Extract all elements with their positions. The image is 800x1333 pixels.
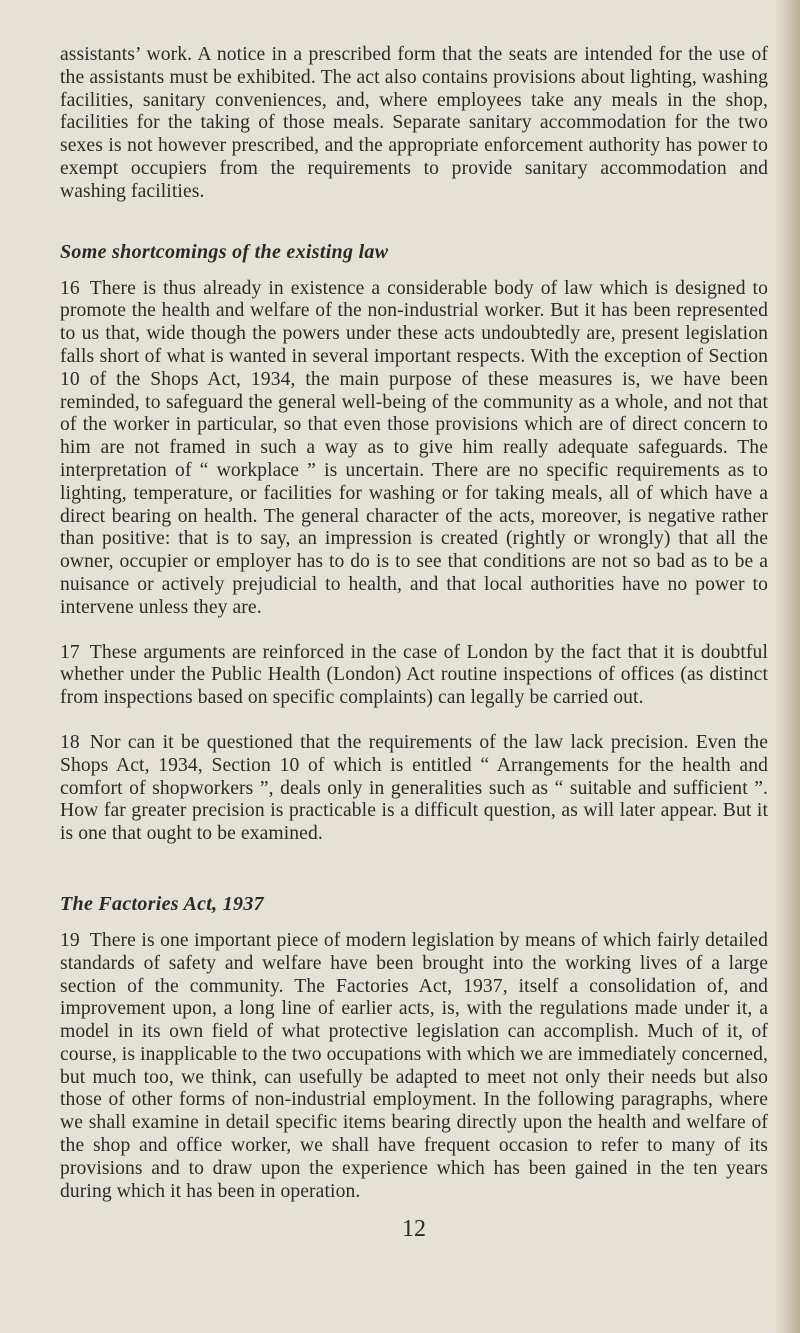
section-heading-factories-act: The Factories Act, 1937 [60,892,264,915]
paragraph-number: 18 [60,731,80,753]
paragraph-number: 17 [60,641,80,663]
paragraph-continuation [60,44,768,204]
page-edge-shadow [774,0,800,1333]
document-page [60,44,768,1243]
paragraph-text: These arguments are reinforced in the case of London by the fact that it is doubtful whether under the Public Health (London) Act routine inspections of offices (as distinct from inspections based on specific complaints) can legally be carried out. [60,641,768,709]
paragraph-18 [60,732,768,846]
page-number: 12 [402,1216,426,1243]
paragraph-text: Nor can it be questioned that the requirements of the law lack precision. Even the Shops Act, 1934, Section 10 of which is entitled “ Arrangements for the health and comfort of shopworkers ”, deals only in generalities such as “ suitable and sufficient ”. How far greater precision is practicable is a difficult question, as will later appear. But it is one that ought to be examined. [60,731,768,845]
paragraph-19 [60,930,768,1204]
paragraph-text: There is thus already in existence a considerable body of law which is designed to promote the health and welfare of the non-industrial worker. But it has been represented to us that, wide though the powers under these acts undoubtedly are, present legislation falls short of what is wanted in several important respects. With the exception of Section 10 of the Shops Act, 1934, the main purpose of these measures is, we have been reminded, to safeguard the general well-being of the community as a whole, and not that of the worker in particular, so that even those provisions which are of direct concern to him are not framed in such a way as to give him really adequate safeguards. The interpretation of “ workplace ” is uncertain. There are no specific requirements as to lighting, temperature, or facilities for washing or for taking meals, all of which have a direct bearing on health. The general character of the acts, moreover, is negative rather than positive: that is to say, an impression is created (rightly or wrongly) that all the owner, occupier or employer has to do is to see that conditions are not so bad as to be a nuisance or actively prejudicial to health, and that local authorities have no power to intervene unless they are. [60,277,768,618]
paragraph-number: 16 [60,277,80,299]
paragraph-text: assistants’ work. A notice in a prescribed form that the seats are intended for the use of the assistants must be exhibited. The act also contains provisions about lighting, washing facilities, sanitary conveniences, and, where employees take any meals in the shop, facilities for the taking of those meals. Separate sanitary accommodation for the two sexes is not however prescribed, and the appropriate enforcement authority has power to exempt occupiers from the requirements to provide sanitary accommodation and washing facilities. [60,44,768,202]
paragraph-16 [60,278,768,620]
section-factories-act [60,892,768,1204]
paragraph-17 [60,642,768,710]
section-continuation [60,44,768,204]
section-shortcomings [60,240,768,846]
paragraph-number: 19 [60,929,80,951]
paragraph-text: There is one important piece of modern legislation by means of which fairly detailed standards of safety and welfare have been brought into the working lives of a large section of the community. The Factories Act, 1937, itself a consolidation of, and improvement upon, a long line of earlier acts, is, with the regulations made under it, a model in its own field of what protective legislation can accomplish. Much of it, of course, is inapplicable to the two occupations with which we are immediately concerned, but much too, we think, can usefully be adapted to meet not only their needs but also those of other forms of non-industrial employment. In the following paragraphs, where we shall examine in detail specific items bearing directly upon the health and welfare of the shop and office worker, we shall have frequent occasion to refer to many of its provisions and to draw upon the experience which has been gained in the ten years during which it has been in operation. [60,929,768,1202]
section-heading-shortcomings: Some shortcomings of the existing law [60,240,389,263]
